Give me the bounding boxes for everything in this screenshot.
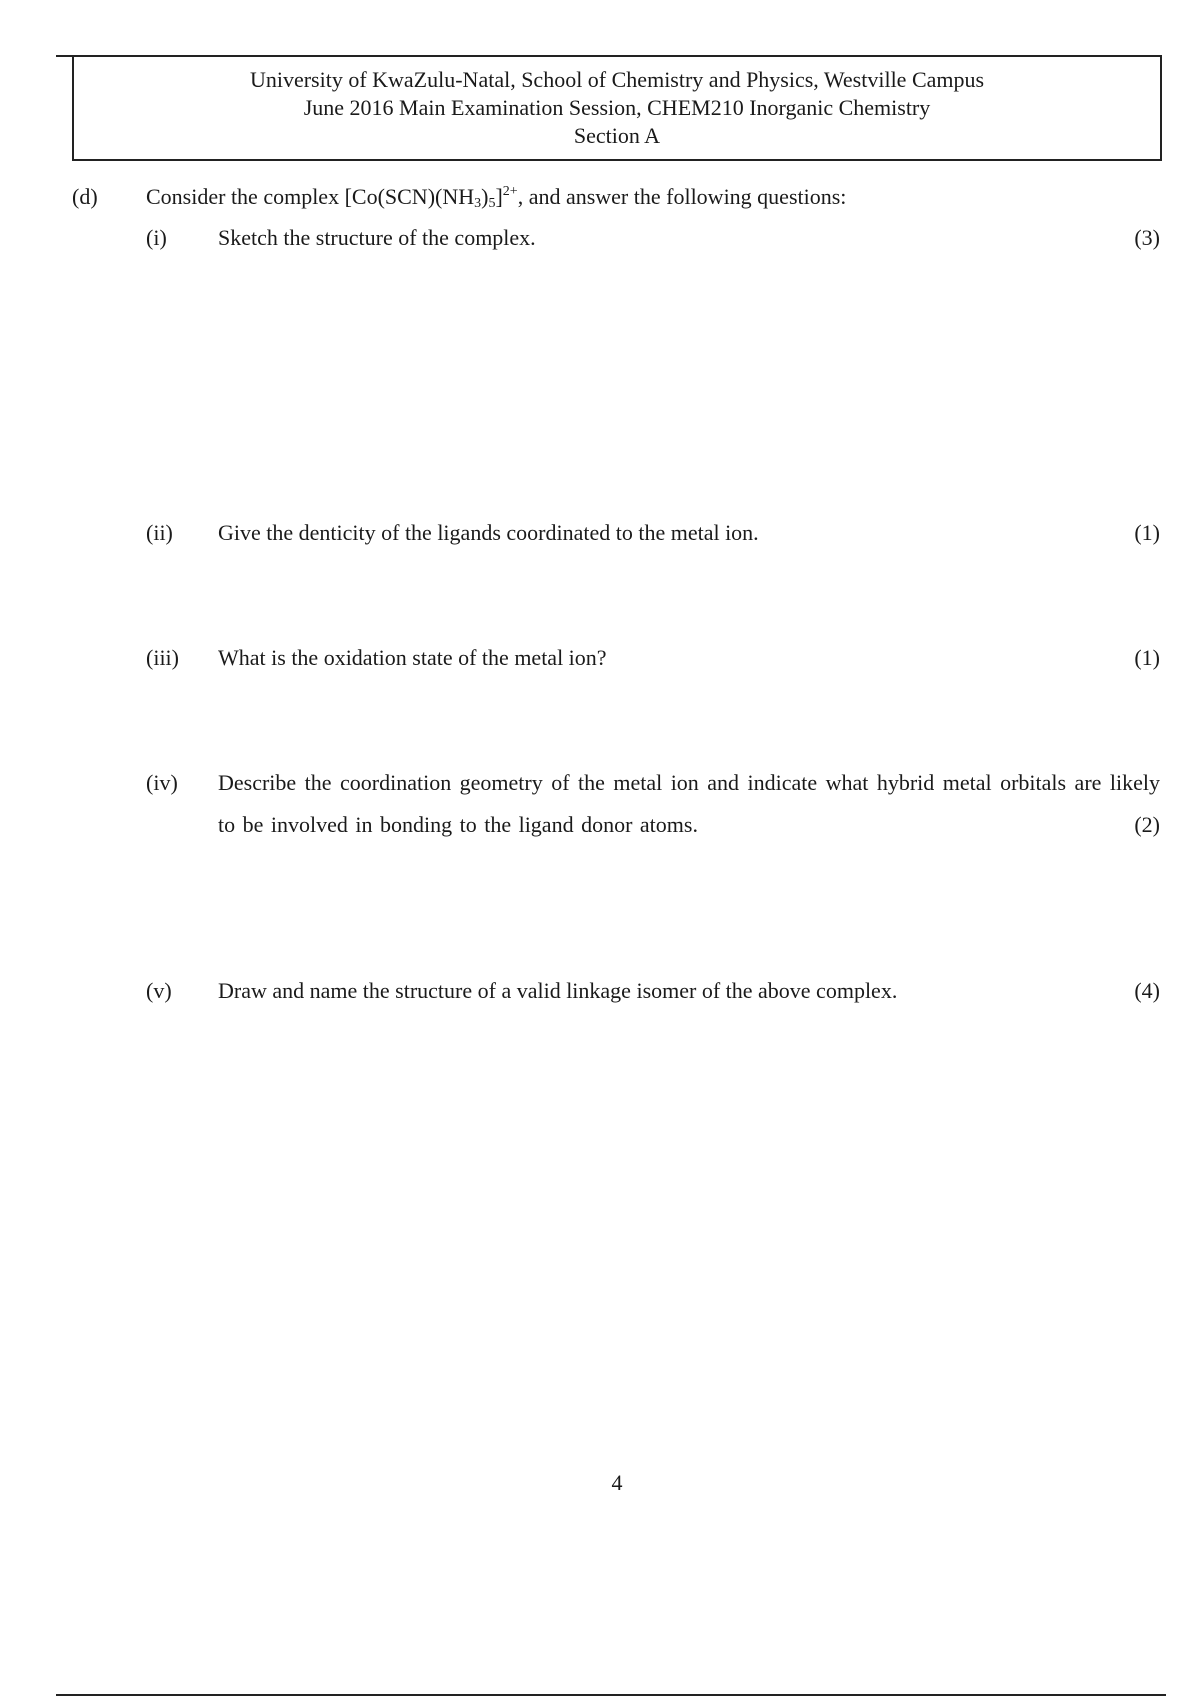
charge-superscript: 2+ [502,184,518,199]
part-iv-text: Describe the coordination geometry of the metal ion and indicate what hybrid metal orbitals are likely to be involved in bonding to the ligand donor atoms. [218,770,1160,837]
header-section: Section A [573,123,661,148]
part-ii-text: Give the denticity of the ligands coordinated to the metal ion. [218,520,759,545]
question-stem-part: ) [481,184,489,209]
footer-rule [56,1694,1166,1696]
part-iii-text: What is the oxidation state of the metal ion? [218,645,607,670]
part-ii-label: (ii) [146,520,173,545]
question-label: (d) [72,184,98,209]
part-i-label: (i) [146,225,167,250]
part-iii-marks: (1) [1134,645,1160,670]
header-institution: University of KwaZulu-Natal, School of Chemistry and Physics, Westville Campus [249,67,985,92]
question-stem-part: Consider the complex [Co(SCN)(NH [146,184,475,209]
part-i-marks: (3) [1134,225,1160,250]
part-iv-label: (iv) [146,770,178,795]
page-number: 4 [611,1470,623,1495]
question-stem [146,182,846,212]
part-i-text: Sketch the structure of the complex. [218,225,536,250]
part-ii-marks: (1) [1134,520,1160,545]
part-v-text: Draw and name the structure of a valid linkage isomer of the above complex. [218,978,898,1003]
subscript-nh3: 3 [474,196,482,211]
part-v-label: (v) [146,978,172,1003]
part-v-marks: (4) [1134,978,1160,1003]
subscript-5: 5 [488,196,496,211]
header-session: June 2016 Main Examination Session, CHEM210 Inorganic Chemistry [303,95,931,120]
question-stem-part: ] [495,184,503,209]
exam-header-box [72,55,1162,161]
question-stem-part: , and answer the following questions: [517,184,847,209]
part-iii-label: (iii) [146,645,179,670]
part-iv-marks: (2) [1134,812,1160,837]
